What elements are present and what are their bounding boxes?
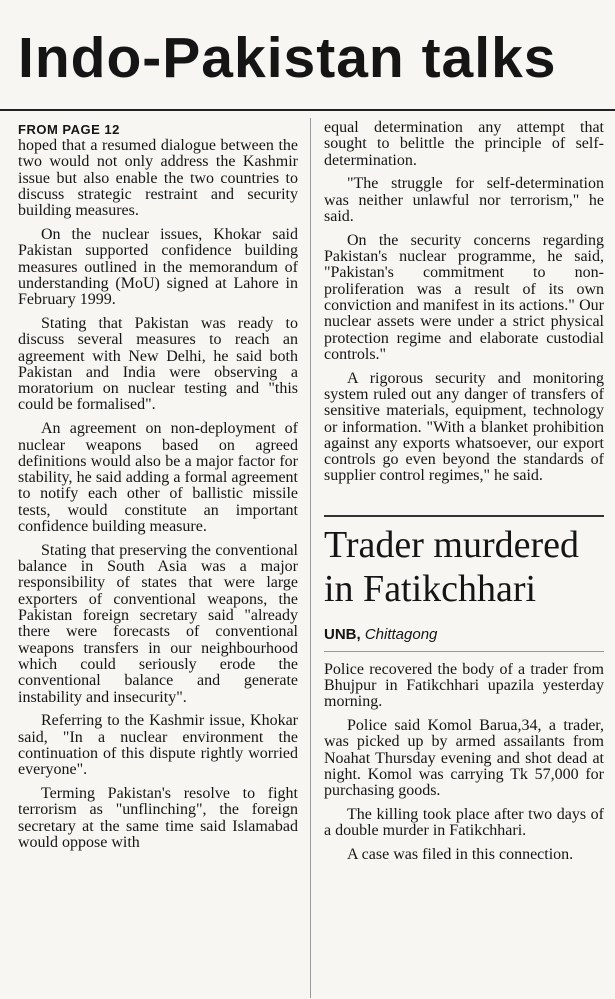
article-paragraph: Stating that Pakistan was ready to discuss several measures to reach an agreement with New Delhi, he said both Pakistan and India were observing a moratorium on nuclear testing and "this could be formalised". bbox=[18, 314, 298, 414]
article-paragraph: Terming Pakistan's resolve to fight terrorism as "unflinching", the foreign secretary at the same time said Islamabad would oppose with bbox=[18, 784, 298, 851]
article-paragraph: hoped that a resumed dialogue between the two would not only address the Kashmir issue but also enable the two countries to discuss strategic restraint and security building measures. bbox=[18, 137, 298, 220]
article-paragraph: Police recovered the body of a trader from Bhujpur in Fatikchhari upazila yesterday morning. bbox=[324, 660, 604, 711]
byline-agency: UNB, bbox=[324, 625, 361, 643]
article-paragraph: On the security concerns regarding Pakistan's nuclear programme, he said, "Pakistan's commitment to non-proliferation was a result of its own conviction and manifest in its actions." Our nuclear assets were under a strict physical protection regime and elaborate custodial controls." bbox=[324, 231, 604, 363]
second-headline: Trader murdered in Fatikchhari bbox=[324, 515, 604, 611]
left-column bbox=[18, 120, 298, 859]
article-paragraph: On the nuclear issues, Khokar said Pakistan supported confidence building measures outlined in the memorandum of understanding (MoU) signed at Lahore in February 1999. bbox=[18, 225, 298, 309]
article-paragraph: The killing took place after two days of a double murder in Fatikchhari. bbox=[324, 806, 604, 840]
article-paragraph: equal determination any attempt that sought to belittle the principle of self-determination. bbox=[324, 119, 604, 169]
article-paragraph: A case was filed in this connection. bbox=[347, 846, 574, 864]
article-paragraph: An agreement on non-deployment of nuclear weapons based on agreed definitions would also be a major factor for stability, he said adding a formal agreement to notify each other of ballistic missile tests, would constitute an important confidence building measure. bbox=[18, 420, 298, 536]
jump-label: FROM PAGE 12 bbox=[18, 122, 120, 137]
article-paragraph: A rigorous security and monitoring system ruled out any danger of transfers of sensitive materials, equipment, technology or information. "With a blanket prohibition against any exports whatsoever, our export controls go even beyond the standards of supplier control regimes," he said. bbox=[324, 369, 604, 485]
article-paragraph: Police said Komol Barua,34, a trader, was picked up by armed assailants from Noahat Thursday evening and shot dead at night. Komol was carrying Tk 57,000 for purchasing goods. bbox=[324, 717, 604, 800]
column-divider bbox=[310, 118, 311, 998]
article-paragraph: "The struggle for self-determination was neither unlawful nor terrorism," he said. bbox=[324, 175, 604, 225]
byline bbox=[324, 625, 604, 652]
article-paragraph: Stating that preserving the conventional balance in South Asia was a major responsibility of states that were large exporters of conventional weapons, the Pakistan foreign secretary said "already there were forecasts of conventional weapons transfers in our neighbourhood which could seriously erode the conventional balance and generate instability and insecurity". bbox=[18, 541, 298, 706]
article-paragraph: Referring to the Kashmir issue, Khokar said, "In a nuclear environment the continuation of this dispute rightly worried everyone". bbox=[18, 712, 298, 779]
right-column bbox=[324, 120, 604, 871]
main-headline: Indo-Pakistan talks bbox=[18, 26, 557, 90]
byline-place: Chittagong bbox=[364, 625, 438, 643]
headline-rule bbox=[0, 109, 615, 111]
